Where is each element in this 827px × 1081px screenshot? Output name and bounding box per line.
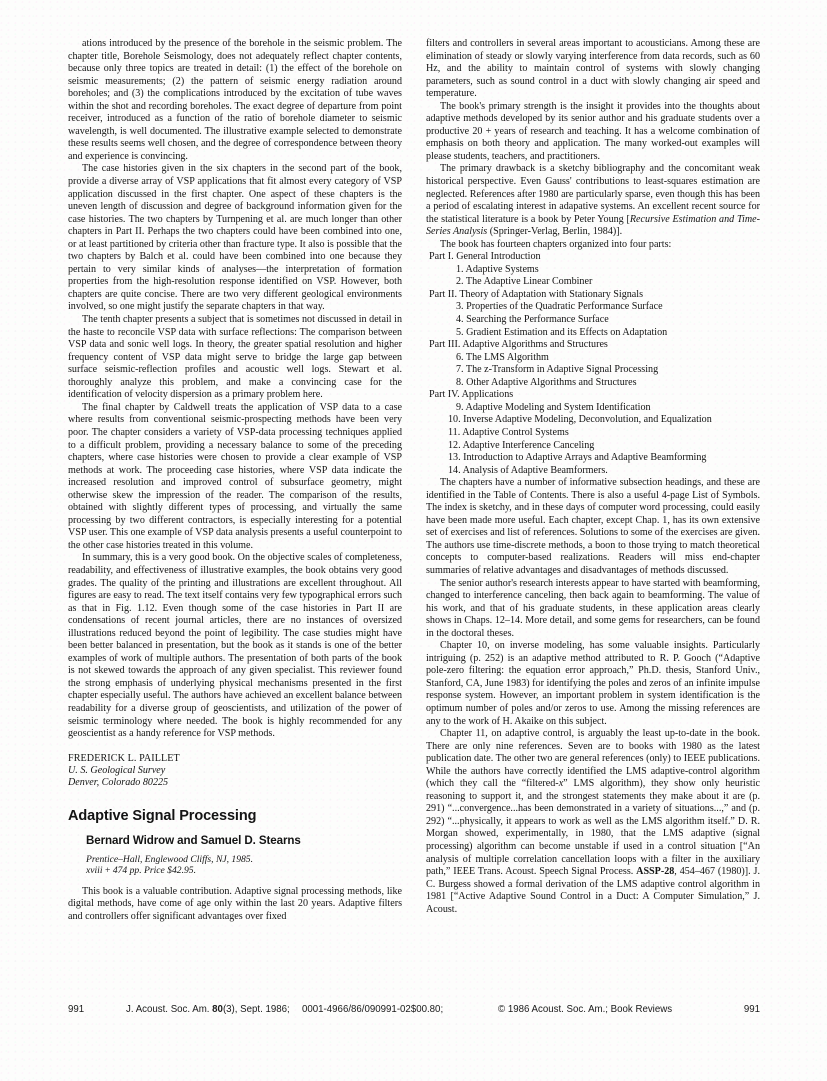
paragraph: The final chapter by Caldwell treats the application of VSP data to a case where results from conventional seismic-prospecting methods have been very poor. The chapter considers a variety of VSP-data processing techniques applied to a difficult problem, providing a necessary balance to some of the preceding chapters, where case histories were chosen to provide a clear example of VSP methods at work. The proceeding case histories, where VSP data indicate the increased resolution and improved control of subsurface geometry, might otherwise skew the impression of the reader. The comparison of the results, obtained with slightly different types of processing, and virtually the same processing by two different contractors, is especially interesting for a potential VSP user. This one example of VSP data analysis presents a useful counterpoint to the other case histories treated in this volume. bbox=[68, 401, 402, 551]
paragraph: This book is a valuable contribution. Adaptive signal processing methods, like digital methods, have come of age only within the last 20 years. Adaptive filters and controllers offer significant advantages over fixed bbox=[68, 885, 402, 922]
paragraph: In summary, this is a very good book. On the objective scales of completeness, readability, and effectiveness of illustrative examples, the book obtains very good grades. The quality of the printing and illustrations are excellent throughout. All figures are easy to read. The text itself contains very few typographical errors such as that in Fig. 1.12. Even though some of the case histories in Part II are condensations of recent journal articles, there are no instances of oversized illustrations reduced beyond the point of legibility. The case studies might have been better balanced in presentation, but the book as it stands is one of the better examples of work of multiple authors. The presentation of both parts of the book is not skewed towards the approach of any given specialist. This reviewer found the strong emphasis of underlying physical mechanisms presented in the first chapter especially useful. The authors have achieved an excellent balance between readability for a diverse group of geoscientists, and utilization of the power of seismic terminology where needed. The book is highly recommended for any geoscientist as a handy reference for VSP methods. bbox=[68, 552, 402, 740]
paragraph: Chapter 10, on inverse modeling, has some valuable insights. Particularly intriguing (p. 252) is an adaptive method attributed to R. P. Gooch (“Adaptive pole-zero filtering: the equation error approach,” Ph.D. thesis, Stanford Univ., Stanford, CA, June 1983) for identifying the poles and zeros of an infinite impulse response system. However, an important problem in system identification is the optimum number of poles and/or zeros to use. Among the missing references are any to the work of H. Akaike on this subject. bbox=[426, 640, 760, 727]
final-part-1: Chapter 11, on adaptive control, is arguably the least up-to-date in the book. There are only nine references. Seven are to books with 1980 as the latest publication date. The other two are general references (only) to IEEE publications. While the authors have correctly identified the LMS adaptive-control algorithm (which they call the “filtered- bbox=[426, 728, 760, 790]
reviewer-affiliation: U. S. Geological Survey bbox=[68, 765, 166, 777]
page-footer bbox=[68, 1004, 760, 1015]
list-item: 13. Introduction to Adaptive Arrays and Adaptive Beamforming bbox=[448, 452, 707, 464]
cited-book-title: Recursive Estimation and Time-Series Analysis bbox=[426, 213, 760, 238]
list-item: 3. Properties of the Quadratic Performance Surface bbox=[456, 301, 663, 313]
paragraph-with-citation bbox=[426, 163, 760, 238]
left-column bbox=[68, 38, 402, 988]
list-item: Part IV. Applications bbox=[429, 389, 514, 401]
paragraph: The senior author's research interests appear to have started with beamforming, changed to interference canceling, then back again to beamforming. The value of his work, and that of his graduate students, in these application areas clearly shows in Chaps. 12–14. More detail, and some gems for researchers, can be found in the doctoral theses. bbox=[426, 577, 760, 639]
footer-journal-citation bbox=[126, 1004, 302, 1015]
list-item: 10. Inverse Adaptive Modeling, Deconvolution, and Equalization bbox=[448, 414, 712, 426]
journal-volume-bold: ASSP-28 bbox=[636, 866, 675, 878]
spacer bbox=[68, 877, 402, 886]
toc-intro: The book has fourteen chapters organized into four parts: bbox=[440, 238, 672, 250]
filtered-x-italic: x bbox=[558, 778, 564, 790]
footer-page-number-right: 991 bbox=[743, 1004, 760, 1015]
publisher-info bbox=[86, 854, 402, 877]
paragraph: The chapters have a number of informative subsection headings, and these are identified in the Table of Contents. There is also a useful 4-page List of Symbols. The index is sketchy, and in these days of computer word processing, could easily have been made more useful. Each chapter, except Chap. 1, has its own extensive set of exercises and list of references. Solutions to some of the exercises are given. The authors use time-discrete methods, a boon to those trying to match theoretical concepts to computer-based realizations. Readers will miss end-chapter summaries of relative advantages and disadvantages of methods discussed. bbox=[426, 477, 760, 576]
paragraph: filters and controllers in several areas important to acousticians. Among these are elimination of steady or slowly varying interference from data records, such as 60 Hz, and the ability to maintain control of systems with slowly changing parameters, such as sound control in a duct with slowly changing air speed and temperature. bbox=[426, 38, 760, 100]
list-item: 14. Analysis of Adaptive Beamformers. bbox=[448, 464, 608, 476]
paragraph: The case histories given in the six chapters in the second part of the book, provide a diverse array of VSP applications that fit almost every category of VSP application discussed in the first chapter. One aspect of these chapters is the uneven length of discussion and degree of background information given for the case histories. The two chapters by Turnpening et al. are much longer than other chapters in Part II. Perhaps the two chapters could have been combined into one, or at least partitioned by criteria other than fracture type. It also is possible that the two chapters by Balch et al. could have been combined into one because they pertain to very similar kinds of analyses—the interpretation of formation properties from the high-resolution response identified on VSP. However, both chapters are quite concise. There are two very different geological environments involved, so one might justify the separate chapters in that way. bbox=[68, 163, 402, 313]
final-paragraph bbox=[426, 728, 760, 916]
list-item: 7. The z-Transform in Adaptive Signal Processing bbox=[456, 364, 659, 376]
list-item: 1. Adaptive Systems bbox=[456, 263, 539, 275]
review-title: Adaptive Signal Processing bbox=[68, 807, 257, 824]
footer-issn-code: 0001-4966/86/090991-02$00.80; bbox=[302, 1004, 444, 1015]
list-item: Part I. General Introduction bbox=[429, 251, 541, 263]
reviewer-name: FREDERICK L. PAILLET bbox=[68, 752, 180, 764]
list-item: 12. Adaptive Interference Canceling bbox=[448, 439, 595, 451]
reviewer-signature bbox=[68, 753, 402, 790]
paragraph: ations introduced by the presence of the borehole in the seismic problem. The chapter title, Borehole Seismology, does not adequately reflect chapter contents, because only three topics are treated in detail: (1) the effect of the borehole on seismic measurements; (2) the pattern of seismic energy radiation around boreholes; and (3) the complications introduced by the excitation of tube waves within the shot and recording boreholes. The exact degree of departure from point receiver, introduced as a function of the ratio of borehole diameter to seismic wavelength, is well documented. The illustrative example selected to demonstrate these results seems well chosen, and the degree of correspondence between theory and experience is convincing. bbox=[68, 38, 402, 162]
footer-page-number-left: 991 bbox=[68, 1004, 85, 1015]
footer-journal-prefix: J. Acoust. Soc. Am. bbox=[126, 1004, 213, 1015]
publisher-line: Prentice–Hall, Englewood Cliffs, NJ, 1985. bbox=[86, 853, 253, 865]
list-item: 11. Adaptive Control Systems bbox=[448, 426, 569, 438]
final-part-2: ” LMS algorithm), they show only heuristic reasoning to support it, and the strongest statements they make about it are (p. 291) “...convergence...has been demonstrated in a variety of situations...,” and (p. 292) “...physically, it appears to work as well as the LMS algorithm itself.” D. R. Morgan showed, experimentally, in 1980, that the LMS adaptive (signal processing) algorithm can become unstable if used in a control situation [“An analysis of multiple correlation cancellation loops with a filter in the auxiliary path,” IEEE Trans. Acoust. Speech Signal Process. bbox=[426, 778, 761, 878]
pages-price-line: xviii + 474 pp. Price $42.95. bbox=[86, 865, 196, 877]
final-part-3: , 454–467 (1980)]. J. C. Burgess showed a formal derivation of the LMS adaptive control algorithm in 1981 [“Active Adaptive Sound Control in a Duct: A Computer Simulation,” J. Acoust. bbox=[426, 866, 760, 915]
right-column bbox=[426, 38, 760, 988]
footer-journal-volume: 80 bbox=[212, 1004, 223, 1015]
list-item: 2. The Adaptive Linear Combiner bbox=[456, 276, 593, 288]
list-item: Part III. Adaptive Algorithms and Structures bbox=[429, 339, 608, 351]
footer-journal-suffix: (3), Sept. 1986; bbox=[222, 1004, 290, 1015]
reviewer-location: Denver, Colorado 80225 bbox=[68, 777, 169, 789]
footer-copyright: © 1986 Acoust. Soc. Am.; Book Reviews bbox=[498, 1004, 673, 1015]
list-item: 4. Searching the Performance Surface bbox=[456, 314, 609, 326]
list-item: Part II. Theory of Adaptation with Stationary Signals bbox=[429, 288, 643, 300]
table-of-contents-list bbox=[426, 251, 760, 477]
two-column-layout bbox=[68, 38, 760, 988]
review-book-authors: Bernard Widrow and Samuel D. Stearns bbox=[86, 834, 301, 848]
citation-tail: (Springer-Verlag, Berlin, 1984)]. bbox=[487, 226, 623, 238]
paragraph: The book's primary strength is the insight it provides into the thoughts about adaptive methods developed by its senior author and his graduate students over a productive 20 + years of research and teaching. It has a welcome combination of emphasis on both theory and application. The many worked-out examples will please students, teachers, and practitioners. bbox=[426, 100, 760, 162]
list-item: 9. Adaptive Modeling and System Identification bbox=[456, 401, 651, 413]
list-item: 8. Other Adaptive Algorithms and Structures bbox=[456, 376, 637, 388]
list-item: 5. Gradient Estimation and its Effects on Adaptation bbox=[456, 326, 668, 338]
citation-lead: The primary drawback is a sketchy bibliography and the concomitant weak historical perspective. Even Gauss' contributions to least-squares estimation are neglected. References after 1980 are particularly sparse, even though this has been a period of escalating interest in adapative systems. An excellent recent source for the statistical literature is a book by Peter Young [ bbox=[426, 163, 760, 225]
paragraph: The tenth chapter presents a subject that is sometimes not discussed in detail in the haste to reconcile VSP data with surface reflections: The comparison between VSP data and sonic well logs. In theory, the greater spatial resolution and higher frequency content of VSP data might serve to bridge the large gap between surface seismic-reflection profiles and acoustic well logs. Stewart et al. thoroughly analyze this problem, and make a convincing case for the identification of velocity dispersion as a primary problem here. bbox=[68, 314, 402, 401]
list-item: 6. The LMS Algorithm bbox=[456, 351, 549, 363]
